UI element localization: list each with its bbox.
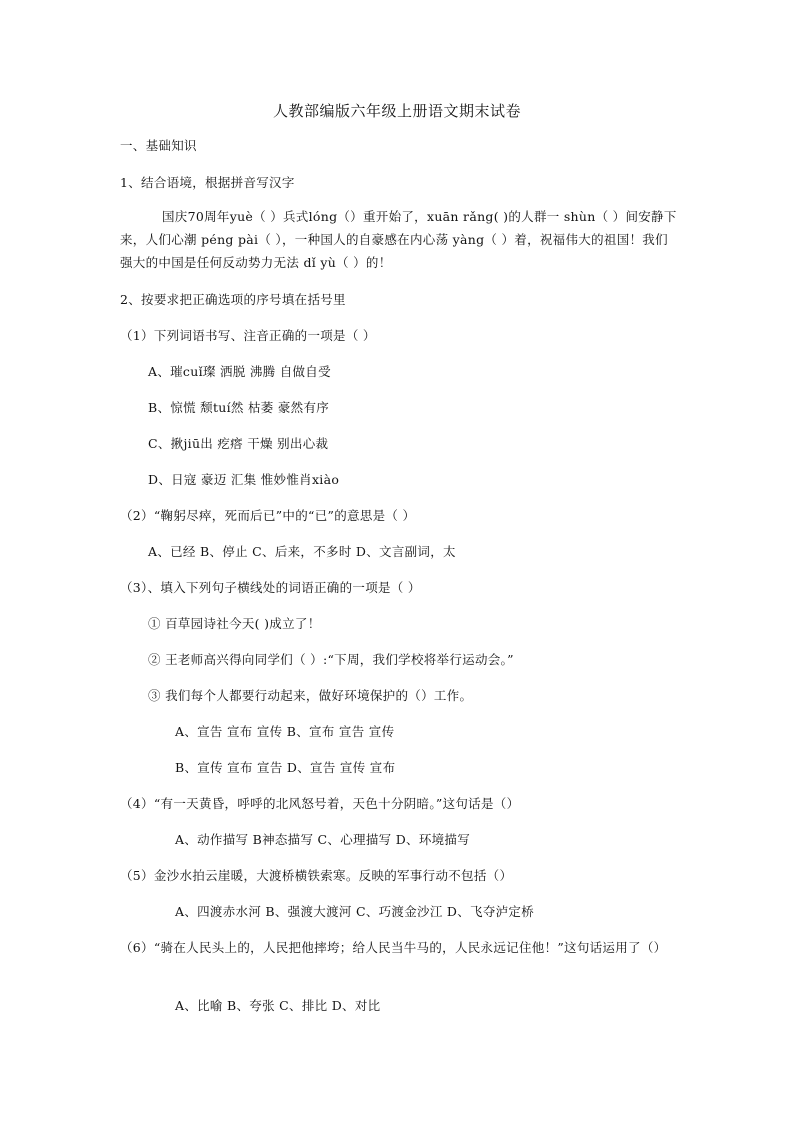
question-2-4-stem: （4）“有一天黄昏，呼呼的北风怒号着，天色十分阴暗。”这句话是（） <box>120 796 520 811</box>
question-2-3-sentence-2: ② 王老师高兴得向同学们（ ）:“下周，我们学校将举行运动会。” <box>148 652 514 667</box>
question-2-3-sentence-1: ① 百草园诗社今天( )成立了！ <box>148 616 321 631</box>
question-2-6-stem: （6）“骑在人民头上的，人民把他摔垮；给人民当牛马的，人民永远记住他！”这句话运用了（） <box>120 940 667 955</box>
question-2-6-options: A、比喻 B、夸张 C、排比 D、对比 <box>175 998 381 1013</box>
question-2-3-options-row-2: B、宣传 宣布 宣告 D、宣告 宣传 宣布 <box>175 760 396 775</box>
question-1-heading: 1、结合语境，根据拼音写汉字 <box>120 175 295 190</box>
question-2-1-stem: （1）下列词语书写、注音正确的一项是（ ） <box>120 328 376 343</box>
question-2-2-options: A、已经 B、停止 C、后来，不多时 D、文言副词，太 <box>148 544 456 559</box>
question-2-5-options: A、四渡赤水河 B、强渡大渡河 C、巧渡金沙江 D、飞夺泸定桥 <box>175 904 535 919</box>
question-2-3-options-row-1: A、宣告 宣布 宣传 B、宣布 宣告 宣传 <box>175 724 395 739</box>
question-1-passage: 国庆70周年yuè（ ）兵式lóng（）重开始了，xuān rǎng( )的人群一 shùn（ ）间安静下来，人们心潮 péng pài（ ），一种国人的自豪感在内心荡 yàng（ ）着，祝福伟大的祖国！我们强大的中国是任何反动势力无法 dǐ yù（ ）的！ <box>120 209 677 270</box>
question-2-3-stem: （3）、填入下列句子横线处的词语正确的一项是（ ） <box>120 580 421 595</box>
section-heading-basics: 一、基础知识 <box>120 138 197 153</box>
question-2-4-options: A、动作描写 B神态描写 C、心理描写 D、环境描写 <box>175 832 471 847</box>
question-2-1-option-b: B、惊慌 颓tuí然 枯萎 豪然有序 <box>148 400 330 415</box>
question-2-5-stem: （5）金沙水拍云崖暖，大渡桥横铁索寒。反映的军事行动不包括（） <box>120 868 513 883</box>
question-2-2-stem: （2）“鞠躬尽瘁，死而后已”中的“已”的意思是（ ） <box>120 508 416 523</box>
question-2-heading: 2、按要求把正确选项的序号填在括号里 <box>120 292 346 307</box>
question-2-1-option-d: D、日寇 豪迈 汇集 惟妙惟肖xiào <box>148 472 340 487</box>
exam-title: 人教部编版六年级上册语文期末试卷 <box>272 102 521 120</box>
question-2-1-option-a: A、璀cuǐ璨 洒脱 沸腾 自做自受 <box>148 364 331 379</box>
question-2-3-sentence-3: ③ 我们每个人都要行动起来，做好环境保护的（）工作。 <box>148 688 473 703</box>
question-2-1-option-c: C、揪jiū出 疙瘩 干燥 别出心裁 <box>148 436 329 451</box>
